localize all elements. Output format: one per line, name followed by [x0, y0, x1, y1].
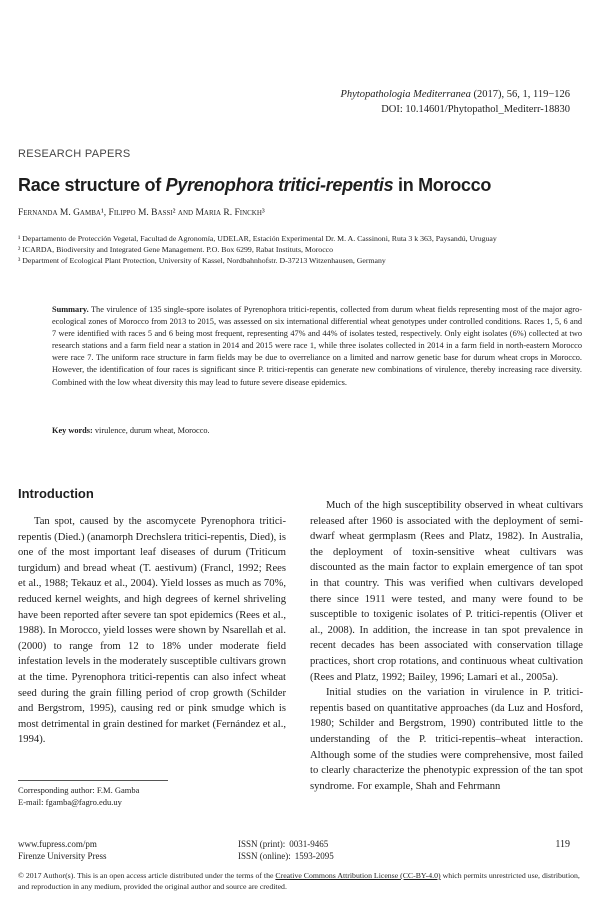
paragraph: Much of the high susceptibility observed in wheat cultivars released after 1960 is associated with the deployment of semi-dwarf wheat germplasm (Rees and Platz, 1982). In Australia, the deployment of toxin-sensitive wheat cultivars was discounted as the main factor to explain emergence of tan spot in that country. This was verified when cultivars developed there since 1911 were tested, and many were found to be susceptible to toxigenic isolates of P. tritici-repentis (Oliver et al., 2008). In addition, the increase in tan spot prevalence in recent decades has been associated with conservation tillage practices, short crop rotations, and continuous wheat cultivation (Rees and Platz, 1992; Bailey, 1996; Lamari et al., 2005a).	[310, 500, 583, 683]
body-column-left	[18, 514, 286, 748]
license-prefix: © 2017 Author(s). This is an open access article distributed under the terms of the	[18, 871, 276, 880]
keywords-text: virulence, durum wheat, Morocco.	[92, 426, 210, 435]
license	[18, 870, 583, 892]
title-part2: in Morocco	[393, 175, 492, 195]
doi[interactable]: DOI: 10.14601/Phytopathol_Mediterr-18830	[381, 104, 570, 115]
footer-issn	[238, 839, 334, 862]
keywords-label: Key words:	[52, 426, 93, 435]
paragraph: Tan spot, caused by the ascomycete Pyrenophora tritici-repentis (Died.) (anamorph Drechslera tritici-repentis, Died), is one of the most important leaf diseases of durum (Triticum turgidum) and bread wheat (T. aestivum) (Francl, 1992; Rees et al., 1988; Tekauz et al., 2004). Yield losses as much as 70%, reduced kernel weights, and high degrees of kernel shriveling have been reported after severe tan spot epidemics (Rees et al., 1988). In Morocco, yield losses were shown by Nsarellah et al. (2000) to range from 12 to 18% under moderate field infestation levels in the moderately susceptible cultivars grown at the time. Pyrenophora tritici-repentis can also infect wheat seed during the grain filling period of crop growth (Schilder and Bergstrom, 1995), causing red or pink smudge which is most detrimental in grain destined for market (Fernández et al., 1994).	[18, 516, 286, 746]
issn-print-label: ISSN (print):	[238, 839, 286, 849]
keywords	[52, 426, 210, 435]
section-label: RESEARCH PAPERS	[18, 148, 131, 160]
abstract-text: The virulence of 135 single-spore isolates of Pyrenophora tritici-repentis, collected from durum wheat fields representing most of the major agro-ecological zones of Morocco from 2013 to 2015, was assessed on six international differential wheat genotypes under controlled conditions. Races 1, 5, 6 and 7 were identified with races 5 and 6 being most frequent, representing 47% and 44% of isolates tested, respectively. Only eight isolates (6%) collected at two research stations and a farm field near a station in 2014 and 2015 were race 1, while three isolates collected in 2014 in a farm field in north-eastern Morocco were race 7. The uniform race structure in farm fields may be due to overreliance on a limited and narrow genetic base for durum wheat crops in Morocco. However, the identification of four races is significant since P. tritici-repentis can generate new combinations of virulence, thereby increasing race diversity. Combined with the low wheat diversity this may lead to future severe disease epidemics.	[52, 305, 582, 387]
issn-online: 1593-2095	[294, 850, 334, 861]
paper-title	[18, 175, 491, 196]
corresponding-email[interactable]: E-mail: fgamba@fagro.edu.uy	[18, 796, 122, 807]
intro-heading: Introduction	[18, 486, 94, 501]
corresponding-author	[18, 780, 168, 808]
paragraph: Initial studies on the variation in virulence in P. tritici-repentis based on quantitative approaches (da Luz and Hosford, 1980; Schilder and Bergstrom, 1990) contributed little to the understanding of the P. tritici-repentis–wheat interaction. Although some of the studies were comprehensive, most failed to clearly characterize the phenotypic expression of the tan spot syndrome. For example, Shah and Fehrmann	[310, 687, 583, 792]
license-link[interactable]: Creative Commons Attribution License (CC-BY-4.0)	[275, 871, 441, 880]
affiliation: ¹ Departamento de Protección Vegetal, Facultad de Agronomía, UDELAR, Estación Experimental Dr. M. A. Cassinoni, Ruta 3 k 363, Paysandú, Uruguay	[18, 234, 497, 243]
journal-name: Phytopathologia Mediterranea	[340, 89, 471, 100]
publisher-name: Firenze University Press	[18, 850, 107, 861]
footer-publisher	[18, 839, 106, 862]
authors: Fernanda M. Gamba¹, Filippo M. Bassi² and Maria R. Finckh³	[18, 208, 265, 218]
affiliations	[18, 233, 583, 266]
abstract-label: Summary.	[52, 305, 89, 314]
title-species: Pyrenophora tritici-repentis	[165, 175, 394, 195]
journal-citation: (2017), 56, 1, 119−126	[473, 89, 570, 100]
journal-header	[340, 87, 570, 117]
page-number: 119	[555, 839, 570, 850]
issn-print: 0031-9465	[289, 839, 329, 849]
title-part1: Race structure of	[18, 175, 166, 195]
body-column-right	[310, 498, 583, 794]
license-suffix: which permits unrestricted use, distribution, and reproduction in any medium, provided the original author and source are credited.	[18, 871, 580, 891]
issn-online-label: ISSN (online):	[238, 850, 291, 861]
corresponding-name: Corresponding author: F.M. Gamba	[18, 785, 140, 795]
affiliation: ³ Department of Ecological Plant Protection, University of Kassel, Nordbahnhofstr. D-37213 Witzenhausen, Germany	[18, 256, 386, 265]
affiliation: ² ICARDA, Biodiversity and Integrated Gene Management. P.O. Box 6299, Rabat Instituts, Morocco	[18, 245, 334, 254]
abstract	[52, 304, 582, 389]
publisher-url[interactable]: www.fupress.com/pm	[18, 839, 97, 849]
